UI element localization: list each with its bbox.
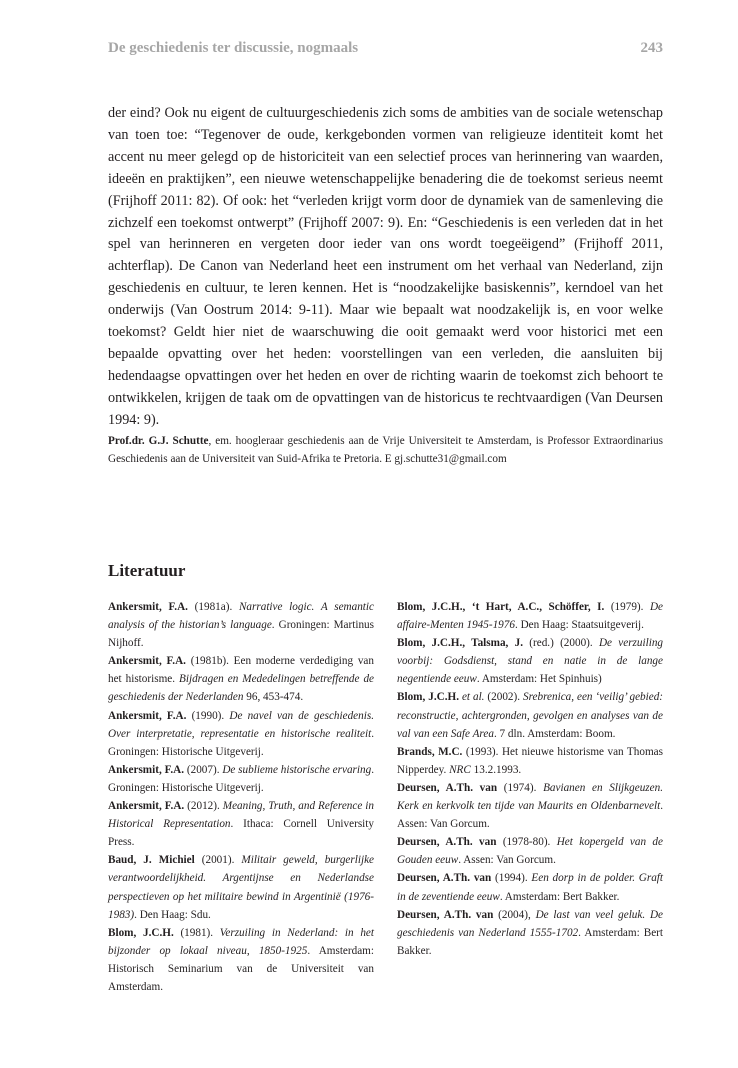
reference-title: Meaning, Truth, and Reference in Historical Representation	[108, 800, 374, 831]
reference-entry	[397, 906, 663, 960]
reference-text: (2004),	[493, 908, 536, 921]
reference-title: Bijdragen en Mededelingen betreffende de geschiedenis der Nederlanden	[108, 673, 375, 704]
reference-text: (1981a).	[187, 601, 239, 613]
reference-entry	[108, 707, 374, 761]
reference-entry	[397, 833, 663, 869]
reference-text: (1993). Het nieuwe historisme van Thomas Nipperdey.	[397, 745, 663, 776]
reference-text: . Groningen: Historische Uitgeverij.	[108, 763, 374, 794]
reference-title: Het kopergeld van de Gouden eeuw	[397, 836, 663, 867]
reference-text: (1994).	[491, 872, 532, 885]
reference-text: . Assen: Van Gorcum.	[458, 854, 556, 867]
reference-entry	[397, 869, 663, 905]
reference-text: 13.2.1993.	[470, 763, 522, 776]
reference-text: . Groningen: Historische Uitgeverij.	[108, 727, 374, 758]
reference-author: Blom, J.C.H., ‘t Hart, A.C., Schöffer, I.	[397, 601, 605, 613]
reference-author: Ankersmit, F.A.	[108, 655, 186, 668]
reference-author: Blom, J.C.H., Talsma, J.	[397, 637, 524, 650]
reference-title: Militair geweld, burgerlijke verantwoordelijkheid. Argentijnse en Nederlandse perspectieven op het militaire bewind in Argentinië (1976-1983)	[108, 854, 374, 921]
author-note-name: Prof.dr. G.J. Schutte	[108, 435, 209, 447]
reference-author: Brands, M.C.	[397, 745, 463, 758]
reference-text: . Ithaca: Cornell University Press.	[108, 818, 374, 849]
reference-author: Ankersmit, F.A.	[108, 763, 185, 776]
reference-text: (red.) (2000).	[523, 637, 599, 650]
reference-text: . Assen: Van Gorcum.	[397, 800, 663, 831]
reference-title: Narrative logic. A semantic analysis of the historian’s language	[108, 601, 374, 632]
reference-text: . Den Haag: Sdu.	[134, 908, 211, 921]
reference-title: Een dorp in de polder. Graft in de zeventiende eeuw	[397, 872, 664, 903]
reference-text: (1978-80).	[496, 836, 557, 849]
reference-title: Bavianen en Slijkgeuzen. Kerk en kerkvolk ten tijde van Maurits en Oldenbarnevelt	[397, 781, 663, 813]
reference-author: Deursen, A.Th. van	[397, 908, 494, 921]
reference-author: Blom, J.C.H.	[108, 926, 174, 939]
reference-title: et al.	[461, 691, 485, 704]
reference-text: (2012).	[184, 800, 223, 813]
reference-author: Deursen, A.Th. van	[397, 836, 497, 849]
reference-entry	[108, 652, 374, 706]
reference-entry	[397, 779, 663, 833]
reference-text: . Amsterdam: Bert Bakker.	[397, 926, 663, 957]
reference-text: (1981).	[173, 926, 220, 939]
reference-entry	[397, 598, 663, 634]
references-right-column	[397, 598, 663, 960]
reference-title: Srebrenica, een ‘veilig’ gebied: reconstructie, achtergronden, gevolgen en analyses van de val van een Safe Area	[397, 691, 664, 740]
reference-title: Verzuiling in Nederland: in het bijzonder op lokaal niveau, 1850-1925	[108, 926, 374, 957]
references-left-column	[108, 598, 374, 996]
reference-text: (2001).	[194, 854, 242, 867]
reference-text: (2002).	[484, 691, 523, 704]
reference-text: . Amsterdam: Bert Bakker.	[499, 890, 620, 903]
reference-entry	[108, 598, 374, 652]
reference-entry	[397, 688, 663, 742]
reference-author: Deursen, A.Th. van	[397, 781, 498, 794]
reference-text: (1974).	[497, 781, 544, 794]
reference-title: NRC	[449, 763, 471, 776]
author-note-text: , em. hoogleraar geschiedenis aan de Vrije Universiteit te Amsterdam, is Professor Extraordinarius Geschiedenis aan de Universiteit van Suid-Afrika te Pretoria. E gj.schutte31@gmail.com	[108, 435, 663, 465]
reference-entry	[108, 797, 374, 851]
reference-entry	[397, 634, 663, 688]
reference-title: De navel van de geschiedenis. Over interpretatie, representatie en historische realiteit	[108, 709, 374, 740]
running-title: De geschiedenis ter discussie, nogmaals	[108, 40, 359, 56]
reference-author: Deursen, A.Th. van	[397, 872, 492, 885]
reference-text: (1979).	[604, 601, 650, 613]
reference-title: De sublieme historische ervaring	[222, 763, 372, 776]
reference-text: (1981b). Een moderne verdediging van het historisme.	[108, 655, 374, 686]
reference-author: Blom, J.C.H.	[397, 691, 459, 704]
reference-entry	[108, 924, 374, 996]
reference-author: Baud, J. Michiel	[108, 854, 195, 867]
reference-text: . Amsterdam: Historisch Seminarium van de Universiteit van Amsterdam.	[108, 944, 374, 993]
reference-text: . Den Haag: Staatsuitgeverij.	[514, 619, 644, 632]
reference-title: De affaire-Menten 1945-1976	[397, 601, 663, 632]
literature-heading: Literatuur	[108, 561, 186, 580]
reference-text: . 7 dln. Amsterdam: Boom.	[493, 727, 616, 740]
body-paragraph: der eind? Ook nu eigent de cultuurgeschiedenis zich soms de ambities van de sociale wetenschap van toen toe: “Tegenover de oude, kerkgebonden vormen van religieuze identiteit komt het accent nu meer gelegd op de historiciteit van een selectief proces van herinnering van waarden, ideeën en praktijken”, een nieuwe wetenschappelijke benadering die de toekomst serieus neemt (Frijhoff 2011: 82). Of ook: het “verleden krijgt vorm door de dynamiek van de samenleving die zichzelf een toekomst ontwerpt” (Frijhoff 2007: 9). En: “Geschiedenis is een verleden dat in het spel van herinneren en vergeten door ieder van ons wordt toegeëigend” (Frijhoff 2011, achterflap). De Canon van Nederland heet een instrument om het verhaal van Nederland, zijn geschiedenis en cultuur, te leren kennen. Het is “noodzakelijke basiskennis”, kerndoel van het onderwijs (Van Oostrum 2014: 9-11). Maar wie bepaalt wat noodzakelijk is, en voor welke toekomst? Geldt hier niet de waarschuwing die ooit gemaakt werd voor historici met een bepaalde opvatting over het heden: voorstellingen van een verleden, die aansluiten bij hedendaagse opvattingen over het heden en over de richting waarin de toekomst zich behoort te ontwikkelen, krijgen de taak om de opvattingen van de historicus te rechtvaardigen (Van Deursen 1994: 9).	[108, 105, 663, 428]
running-header	[108, 40, 663, 57]
reference-entry	[397, 743, 663, 779]
reference-entry	[108, 761, 374, 797]
reference-author: Ankersmit, F.A.	[108, 800, 185, 813]
author-note	[108, 433, 663, 468]
reference-title: De last van veel geluk. De geschiedenis van Nederland 1555-1702	[397, 908, 663, 939]
reference-text: (1990).	[186, 709, 230, 722]
reference-text: . Amsterdam: Het Spinhuis)	[476, 673, 602, 686]
page-number: 243	[640, 40, 663, 56]
reference-author: Ankersmit, F.A.	[108, 709, 187, 722]
reference-title: De verzuiling voorbij: Godsdienst, stand en natie in de lange negentiende eeuw	[397, 637, 664, 686]
reference-entry	[108, 851, 374, 923]
reference-text: . Groningen: Martinus Nijhoff.	[108, 619, 374, 650]
reference-author: Ankersmit, F.A.	[108, 601, 188, 613]
reference-text: 96, 453-474.	[243, 691, 304, 704]
reference-text: (2007).	[184, 763, 223, 776]
